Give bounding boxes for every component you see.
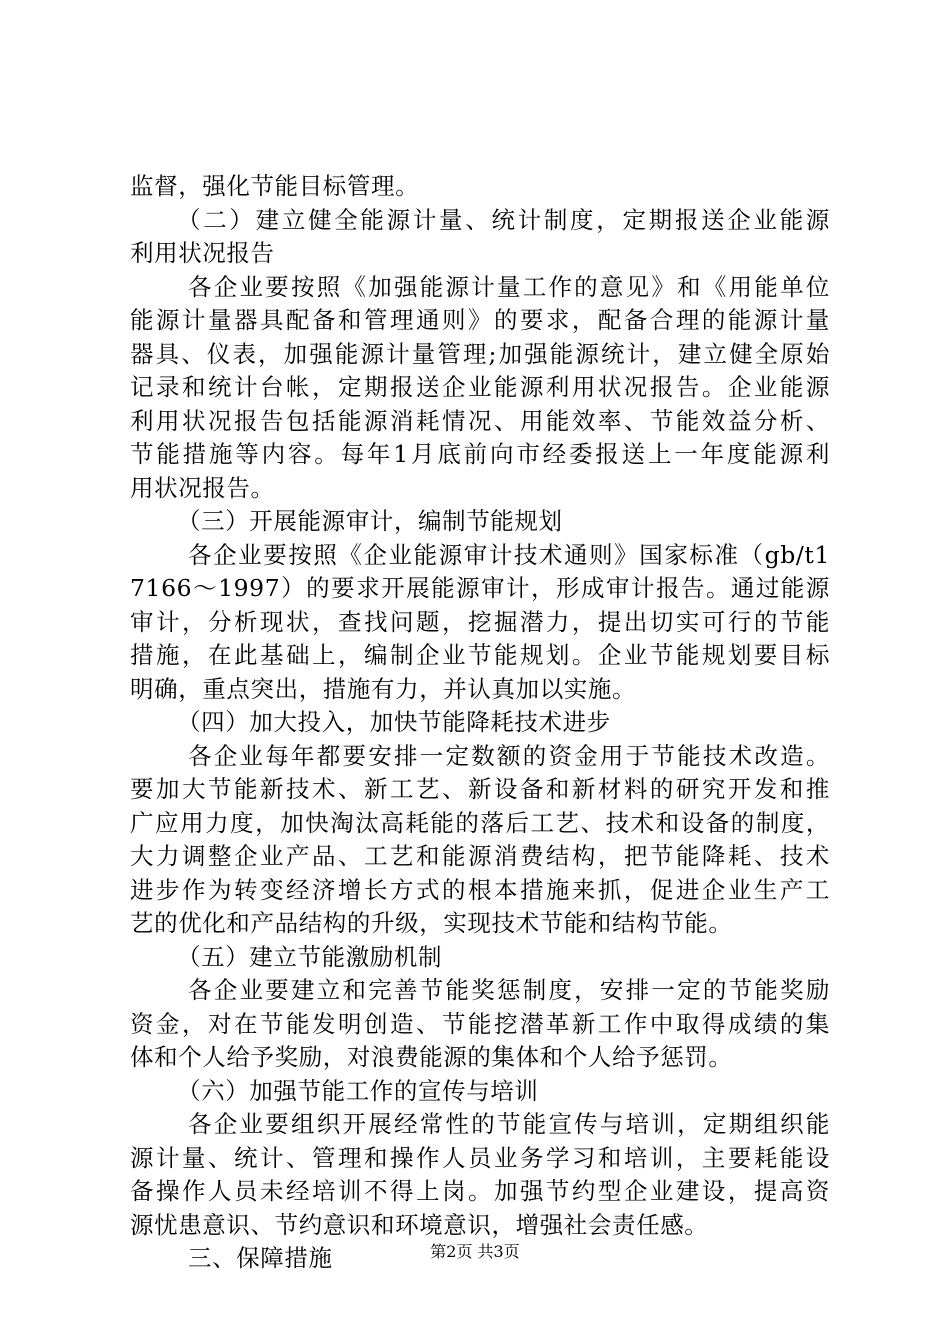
body-line: 各企业要按照《加强能源计量工作的意见》和《用能单位: [188, 272, 830, 301]
page-footer: 第2页 共3页: [430, 1242, 520, 1261]
body-line: 审计，分析现状，查找问题，挖掘潜力，提出切实可行的节能: [130, 607, 830, 636]
body-line: 记录和统计台帐，定期报送企业能源利用状况报告。企业能源: [130, 373, 830, 401]
section-heading-3: （三）开展能源审计，编制节能规划: [177, 507, 563, 535]
body-line: 要加大节能新技术、新工艺、新设备和新材料的研究开发和推: [130, 775, 830, 803]
body-line: 节能措施等内容。每年1月底前向市经委报送上一年度能源利: [130, 440, 830, 468]
body-line: 各企业要按照《企业能源审计技术通则》国家标准（gb/t1: [188, 540, 830, 569]
body-line: 利用状况报告: [130, 239, 275, 267]
body-line: 各企业要组织开展经常性的节能宣传与培训，定期组织能: [188, 1110, 830, 1138]
body-line: 广应用力度，加快淘汰高耗能的落后工艺、技术和设备的制度，: [130, 808, 830, 837]
body-line: 艺的优化和产品结构的升级，实现技术节能和结构节能。: [130, 909, 733, 937]
body-line: 源计量、统计、管理和操作人员业务学习和培训，主要耗能设: [130, 1143, 830, 1172]
body-line: 各企业每年都要安排一定数额的资金用于节能技术改造。: [188, 741, 830, 770]
body-line: 资金，对在节能发明创造、节能挖潜革新工作中取得成绩的集: [130, 1009, 830, 1038]
body-line: 体和个人给予奖励，对浪费能源的集体和个人给予惩罚。: [130, 1043, 733, 1071]
section-heading-4: （四）加大投入，加快节能降耗技术进步: [177, 708, 611, 736]
section-heading-5: （五）建立节能激励机制: [177, 942, 443, 971]
body-line: 措施，在此基础上，编制企业节能规划。企业节能规划要目标: [130, 641, 830, 669]
chapter-heading: 三、保障措施: [188, 1244, 333, 1272]
section-heading-6: （六）加强节能工作的宣传与培训: [177, 1076, 539, 1105]
body-line: 能源计量器具配备和管理通则》的要求，配备合理的能源计量: [130, 306, 830, 334]
body-line: 用状况报告。: [130, 473, 275, 502]
body-line: 备操作人员未经培训不得上岗。加强节约型企业建设，提高资: [130, 1177, 830, 1205]
body-line: 大力调整企业产品、工艺和能源消费结构，把节能降耗、技术: [130, 842, 830, 870]
body-line: 监督，强化节能目标管理。: [130, 172, 420, 200]
body-line: 明确，重点突出，措施有力，并认真加以实施。: [130, 674, 637, 703]
body-line: 源忧患意识、节约意识和环境意识，增强社会责任感。: [130, 1210, 709, 1239]
document-body: [130, 170, 830, 1276]
body-line: 7166～1997）的要求开展能源审计，形成审计报告。通过能源: [130, 574, 830, 602]
body-line: 进步作为转变经济增长方式的根本措施来抓，促进企业生产工: [130, 875, 830, 904]
body-line: 利用状况报告包括能源消耗情况、用能效率、节能效益分析、: [130, 406, 830, 435]
section-heading-2: （二）建立健全能源计量、统计制度，定期报送企业能源: [177, 205, 830, 234]
body-line: 器具、仪表，加强能源计量管理;加强能源统计，建立健全原始: [130, 339, 830, 368]
body-line: 各企业要建立和完善节能奖惩制度，安排一定的节能奖励: [188, 976, 830, 1004]
